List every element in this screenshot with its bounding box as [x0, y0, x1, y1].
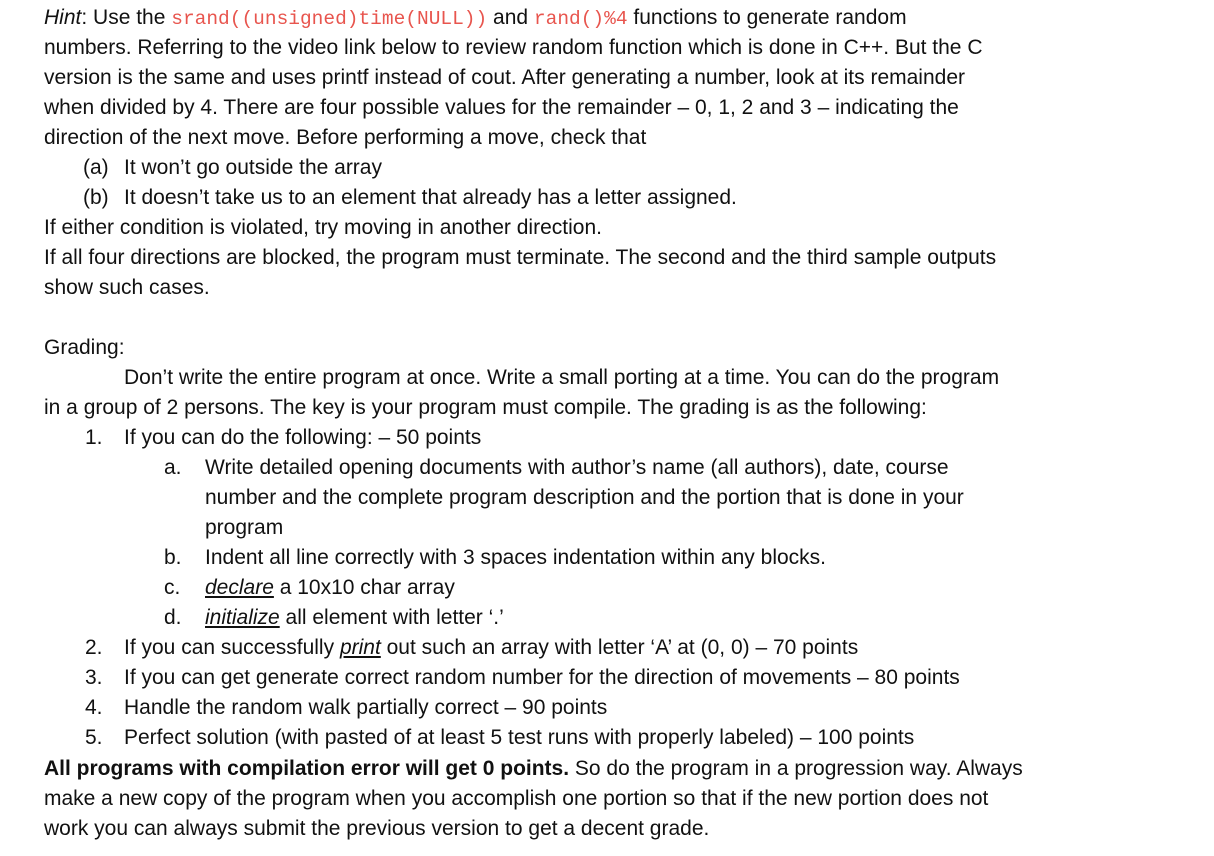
- hint-line-5: direction of the next move. Before performing a move, check that: [44, 126, 647, 149]
- check-item-b: [83, 183, 737, 213]
- grading-num-2: 2.: [85, 636, 103, 659]
- grading-heading: Grading:: [44, 336, 125, 359]
- emph-declare: declare: [205, 576, 274, 599]
- sub-item-d: [164, 603, 504, 633]
- sub-letter-b: b.: [164, 546, 182, 569]
- grading-num-4: 4.: [85, 696, 103, 719]
- final-rest: So do the program in a progression way. Always: [569, 757, 1023, 780]
- sub-text-c-post: a 10x10 char array: [273, 576, 455, 599]
- grading-para-2: in a group of 2 persons. The key is your program must compile. The grading is as the following:: [44, 396, 927, 419]
- final-bold: All programs with compilation error will get 0 points.: [44, 757, 570, 780]
- final-line-1: [44, 754, 1023, 784]
- sub-item-b: [164, 543, 826, 573]
- check-text-a: It won’t go outside the array: [124, 156, 382, 179]
- sub-text-d-post: all element with letter ‘.’: [279, 606, 504, 629]
- grading-num-3: 3.: [85, 666, 103, 689]
- grading-text-2-post: out such an array with letter ‘A’ at (0, 0) – 70 points: [380, 636, 859, 659]
- grading-text-2: [124, 633, 858, 663]
- grading-item-4: [85, 693, 608, 723]
- grading-text-4: Handle the random walk partially correct – 90 points: [124, 696, 608, 719]
- hint-line-2: numbers. Referring to the video link below to review random function which is done in C++. But the C: [44, 36, 983, 59]
- hint-label: Hint: [44, 6, 82, 29]
- emph-initialize: initialize: [205, 606, 280, 629]
- hint-line-10: show such cases.: [44, 276, 210, 299]
- hint-line-8: If either condition is violated, try moving in another direction.: [44, 216, 602, 239]
- sub-text-c: [205, 573, 455, 603]
- sub-text-a-1: Write detailed opening documents with author’s name (all authors), date, course: [205, 456, 949, 479]
- check-marker-b: (b): [83, 186, 109, 209]
- grading-text-1: If you can do the following: – 50 points: [124, 426, 482, 449]
- sub-item-a-1: [164, 453, 949, 483]
- sub-letter-d: d.: [164, 606, 182, 629]
- grading-text-3: If you can get generate correct random number for the direction of movements – 80 points: [124, 666, 960, 689]
- sub-item-a-3: program: [205, 516, 284, 539]
- code-srand: srand((unsigned)time(NULL)): [171, 8, 488, 30]
- grading-item-2: [85, 633, 859, 663]
- sub-item-a-2: number and the complete program description and the portion that is done in your: [205, 486, 964, 509]
- sub-text-d: [205, 603, 504, 633]
- grading-text-5: Perfect solution (with pasted of at least 5 test runs with properly labeled) – 100 points: [124, 726, 915, 749]
- grading-item-3: [85, 663, 960, 693]
- code-rand: rand()%4: [533, 8, 628, 30]
- grading-num-1: 1.: [85, 426, 103, 449]
- sub-item-c: [164, 573, 455, 603]
- hint-and: and: [487, 6, 534, 29]
- sub-letter-c: c.: [164, 576, 181, 599]
- grading-num-5: 5.: [85, 726, 103, 749]
- final-line-2: make a new copy of the program when you accomplish one portion so that if the new portion does not: [44, 787, 989, 810]
- hint-line-1: [44, 3, 907, 33]
- check-item-a: [83, 153, 382, 183]
- hint-intro: : Use the: [81, 6, 172, 29]
- check-text-b: It doesn’t take us to an element that already has a letter assigned.: [124, 186, 737, 209]
- grading-text-2-pre: If you can successfully: [124, 636, 340, 659]
- grading-para-1: Don’t write the entire program at once. Write a small porting at a time. You can do the program: [124, 366, 1000, 389]
- check-marker-a: (a): [83, 156, 109, 179]
- sub-text-b: Indent all line correctly with 3 spaces indentation within any blocks.: [205, 546, 826, 569]
- grading-item-1: [85, 423, 482, 453]
- hint-line-4: when divided by 4. There are four possible values for the remainder – 0, 1, 2 and 3 – indicating the: [44, 96, 959, 119]
- hint-line-9: If all four directions are blocked, the program must terminate. The second and the third sample outputs: [44, 246, 997, 269]
- hint-line-3: version is the same and uses printf instead of cout. After generating a number, look at its remainder: [44, 66, 966, 89]
- emph-print: print: [339, 636, 381, 659]
- sub-letter-a: a.: [164, 456, 182, 479]
- grading-item-5: [85, 723, 915, 753]
- final-line-3: work you can always submit the previous version to get a decent grade.: [44, 817, 710, 840]
- hint-rest: functions to generate random: [627, 6, 907, 29]
